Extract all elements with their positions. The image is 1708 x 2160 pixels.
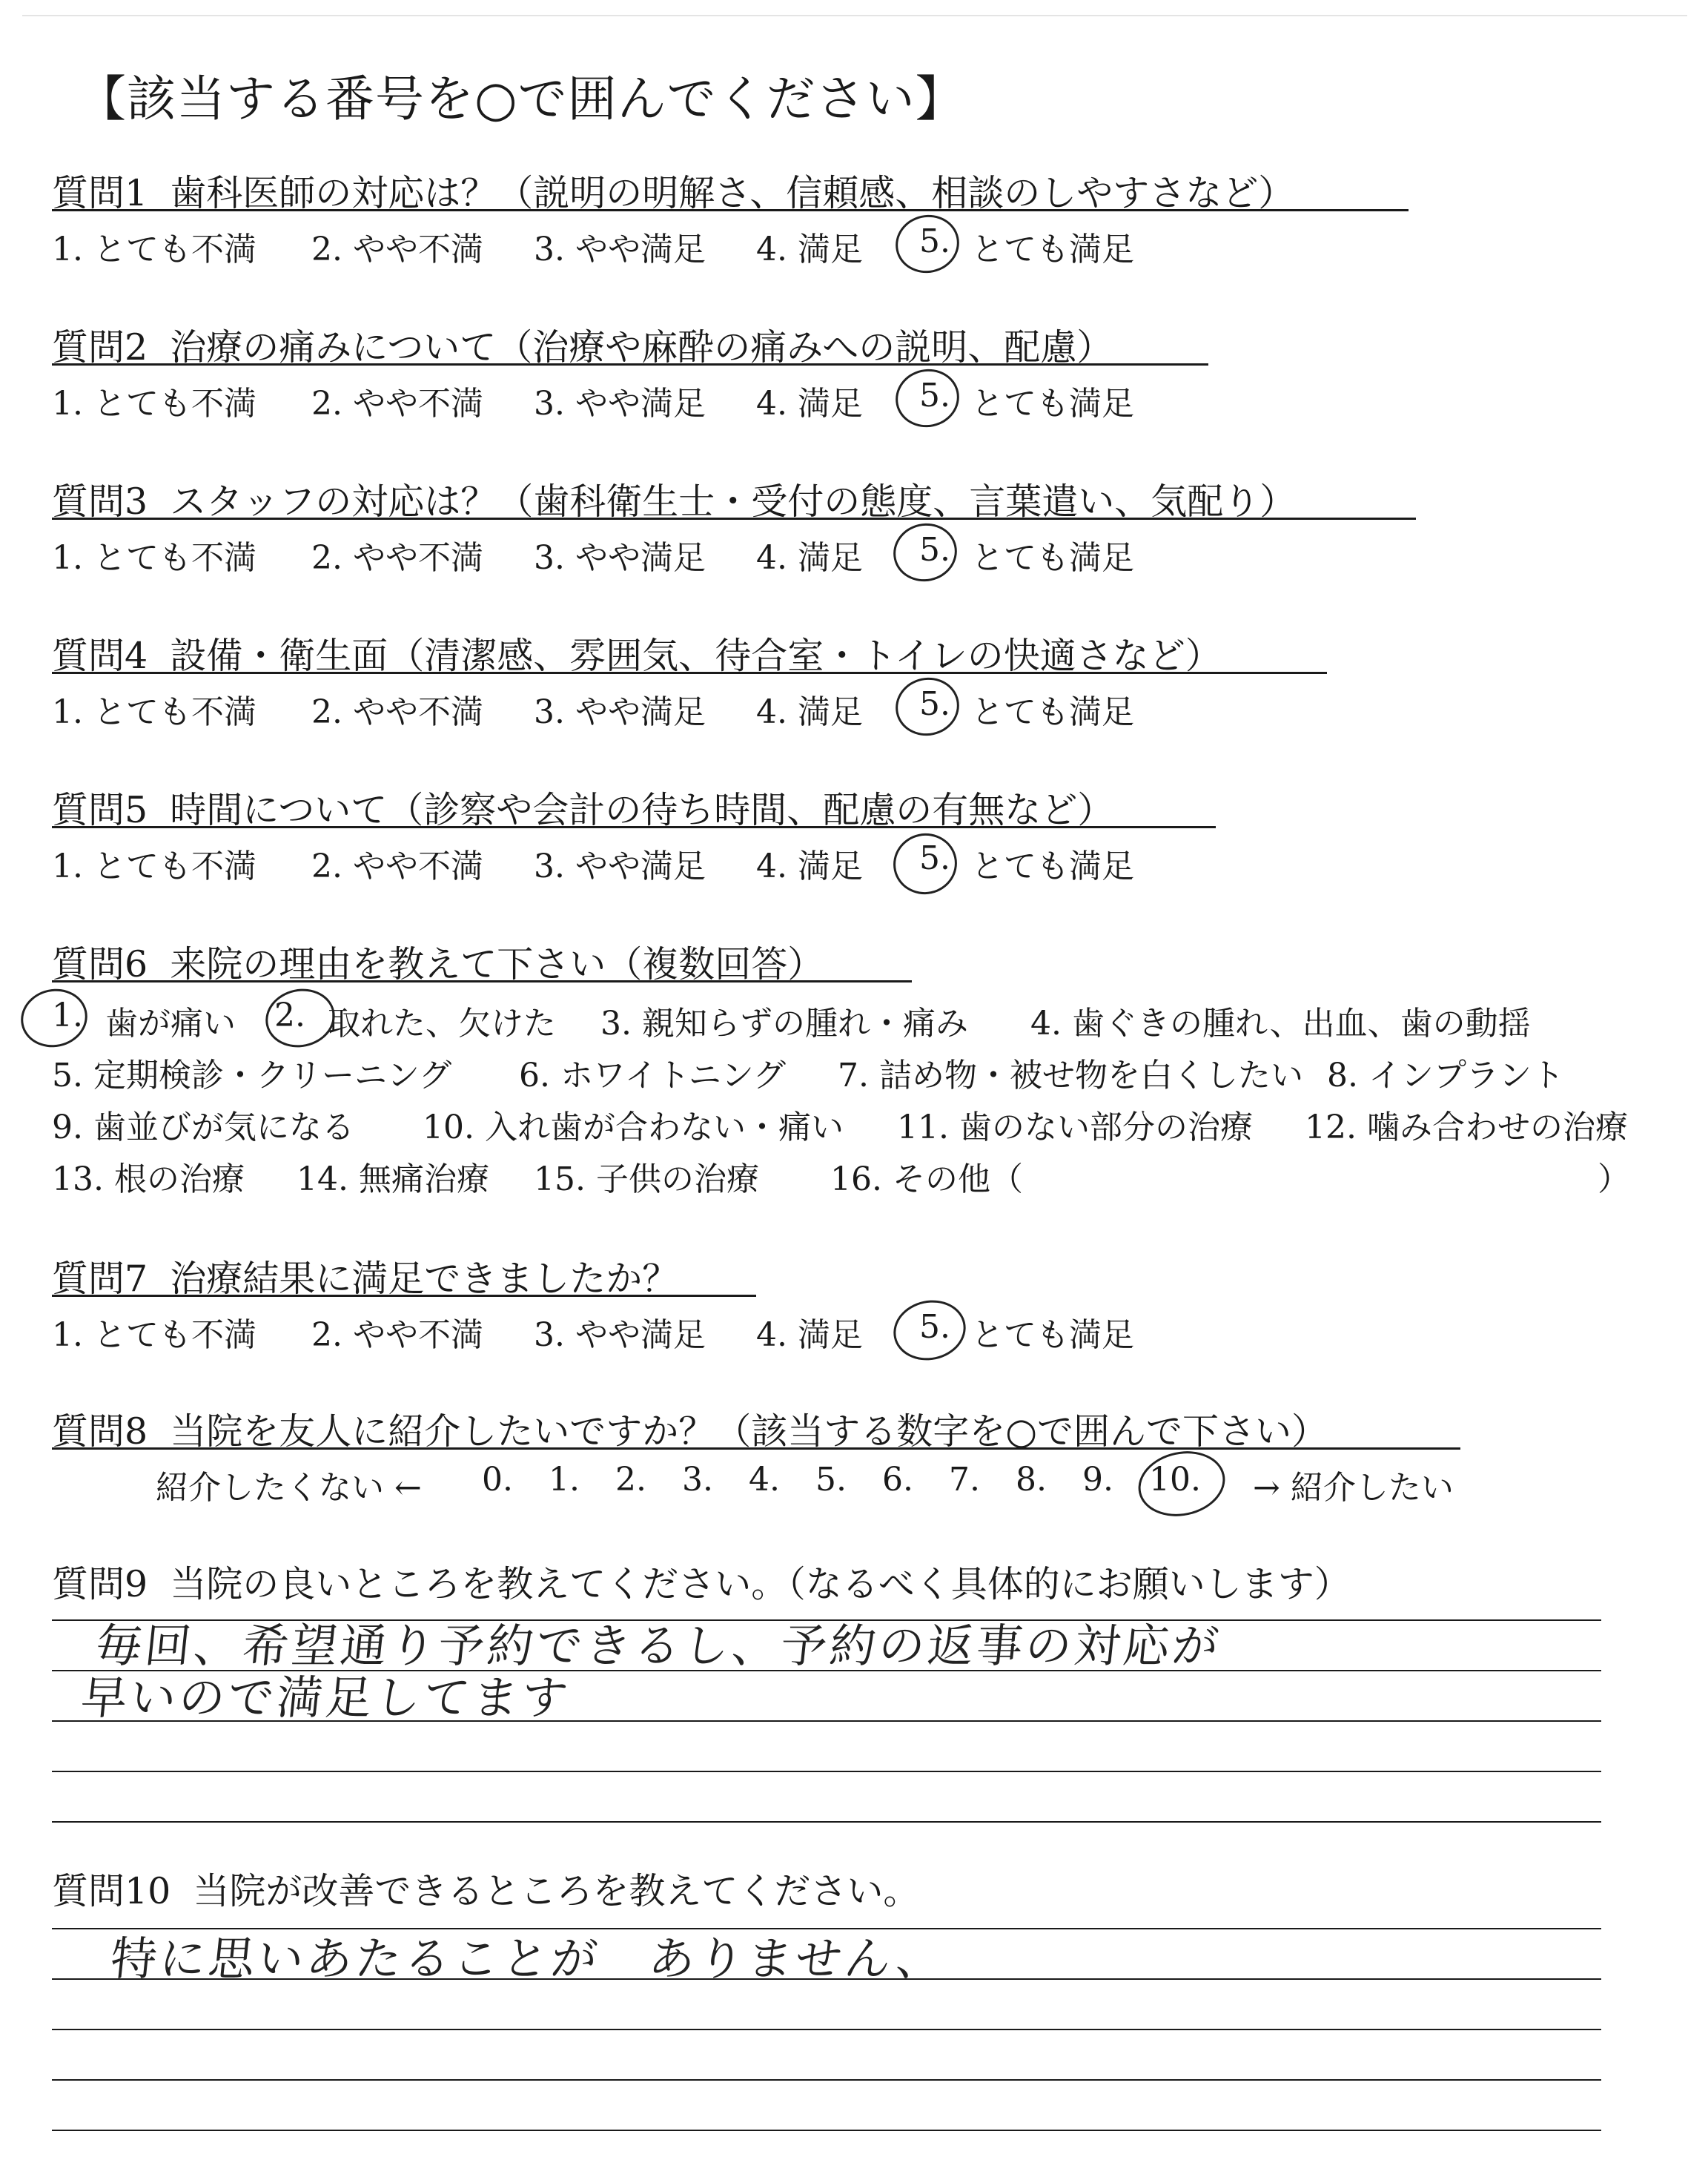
q3-selected-circle: [888, 518, 962, 587]
q6-reason-13[interactable]: 13. 根の治療: [52, 1160, 245, 1198]
q3-option-3[interactable]: 3. やや満足: [534, 539, 706, 577]
question-9: [52, 1556, 1351, 1608]
q2-selected-circle: [890, 363, 964, 433]
q8-option-3[interactable]: 3.: [682, 1461, 713, 1499]
q6-reason-11[interactable]: 11. 歯のない部分の治療: [897, 1109, 1253, 1146]
question-6-label: 質問6: [52, 943, 148, 985]
q1-option-2[interactable]: 2. やや不満: [311, 231, 483, 268]
q6-reason-4[interactable]: 4. 歯ぐきの腫れ、出血、歯の動揺: [1030, 1005, 1531, 1043]
q7-selected-circle: [888, 1294, 971, 1367]
question-3-label: 質問3: [52, 480, 148, 523]
question-5-underline: [52, 826, 1216, 828]
question-6-text: 来院の理由を教えて下さい（複数回答）: [170, 943, 824, 985]
q7-option-4[interactable]: 4. 満足: [756, 1316, 863, 1354]
question-7-label: 質問7: [52, 1258, 148, 1300]
q3-option-2[interactable]: 2. やや不満: [311, 539, 483, 577]
question-2-text: 治療の痛みについて（治療や麻酔の痛みへの説明、配慮）: [170, 326, 1113, 369]
q3-option-5[interactable]: 5.: [919, 531, 950, 569]
question-4-underline: [52, 672, 1327, 674]
q1-option-4[interactable]: 4. 満足: [756, 231, 863, 268]
q6-reason-9[interactable]: 9. 歯並びが気になる: [52, 1109, 354, 1146]
q6-reason-15[interactable]: 15. 子供の治療: [534, 1160, 759, 1198]
question-10: [52, 1863, 919, 1915]
q9-ruled-line-4: [52, 1771, 1601, 1772]
q6-reason-1-label: 歯が痛い: [105, 1005, 236, 1043]
q8-option-10[interactable]: 10.: [1149, 1461, 1201, 1499]
q3-option-4[interactable]: 4. 満足: [756, 539, 863, 577]
q2-option-5-label: とても満足: [971, 385, 1134, 423]
q8-option-4[interactable]: 4.: [749, 1461, 780, 1499]
q1-option-5[interactable]: 5.: [919, 222, 950, 260]
question-8-underline: [52, 1447, 1460, 1450]
question-1-text: 歯科医師の対応は？（説明の明解さ、信頼感、相談のしやすさなど）: [170, 172, 1295, 214]
q1-option-3[interactable]: 3. やや満足: [534, 231, 706, 268]
q7-option-3[interactable]: 3. やや満足: [534, 1316, 706, 1354]
q1-option-1[interactable]: 1. とても不満: [52, 231, 256, 268]
q8-option-2[interactable]: 2.: [615, 1461, 646, 1499]
q6-reason-2[interactable]: 2.: [274, 997, 305, 1034]
q10-ruled-line-5: [52, 2130, 1601, 2131]
q8-option-9[interactable]: 9.: [1082, 1461, 1113, 1499]
q10-ruled-line-4: [52, 2079, 1601, 2081]
q4-option-1[interactable]: 1. とても不満: [52, 693, 256, 731]
question-9-text: 当院の良いところを教えてください。（なるべく具体的にお願いします）: [170, 1563, 1351, 1605]
q8-option-7[interactable]: 7.: [949, 1461, 980, 1499]
q6-reason-6[interactable]: 6. ホワイトニング: [519, 1057, 787, 1094]
question-10-label: 質問10: [52, 1870, 171, 1912]
question-4-label: 質問4: [52, 635, 148, 677]
q4-selected-circle: [890, 672, 964, 742]
q3-option-1[interactable]: 1. とても不満: [52, 539, 256, 577]
q6-reason-16[interactable]: 16. その他（: [830, 1160, 1023, 1198]
q6-reason-14[interactable]: 14. 無痛治療: [297, 1160, 489, 1198]
q5-option-4[interactable]: 4. 満足: [756, 848, 863, 885]
question-7-underline: [52, 1295, 756, 1297]
q2-option-5[interactable]: 5.: [919, 377, 950, 415]
question-2-label: 質問2: [52, 326, 148, 369]
question-3-underline: [52, 518, 1416, 520]
q8-option-8[interactable]: 8.: [1016, 1461, 1047, 1499]
q4-option-4[interactable]: 4. 満足: [756, 693, 863, 731]
q1-selected-circle: [890, 209, 964, 279]
q4-option-3[interactable]: 3. やや満足: [534, 693, 706, 731]
question-1-label: 質問1: [52, 172, 148, 214]
q8-option-1[interactable]: 1.: [549, 1461, 580, 1499]
q8-left-label: 紹介したくない ←: [156, 1469, 422, 1507]
q8-option-5[interactable]: 5.: [815, 1461, 847, 1499]
q1-option-5-label: とても満足: [971, 231, 1134, 268]
question-5-label: 質問5: [52, 789, 148, 831]
question-8-text: 当院を友人に紹介したいですか？（該当する数字を○で囲んで下さい）: [170, 1410, 1328, 1453]
question-8-label: 質問8: [52, 1410, 148, 1453]
q10-answer-line-1: 特に思いあたることが ありません、: [107, 1932, 949, 1986]
q8-right-label: → 紹介したい: [1253, 1469, 1454, 1507]
q9-answer-line-1: 毎回、希望通り予約できるし、予約の返事の対応が: [93, 1619, 1225, 1673]
q3-option-5-label: とても満足: [971, 539, 1134, 577]
q2-option-4[interactable]: 4. 満足: [756, 385, 863, 423]
q6-reason-5[interactable]: 5. 定期検診・クリーニング: [52, 1057, 452, 1094]
q6-reason-16-close: ）: [1598, 1160, 1630, 1198]
q9-answer-line-2: 早いので満足してます: [78, 1671, 574, 1725]
question-5-text: 時間について（診察や会計の待ち時間、配慮の有無など）: [170, 789, 1114, 831]
q9-ruled-line-5: [52, 1821, 1601, 1823]
q6-reason-3[interactable]: 3. 親知らずの腫れ・痛み: [600, 1005, 968, 1043]
q5-option-1[interactable]: 1. とても不満: [52, 848, 256, 885]
q2-option-2[interactable]: 2. やや不満: [311, 385, 483, 423]
q5-option-5[interactable]: 5.: [919, 839, 950, 877]
q5-option-2[interactable]: 2. やや不満: [311, 848, 483, 885]
q5-option-3[interactable]: 3. やや満足: [534, 848, 706, 885]
question-10-text: 当院が改善できるところを教えてください。: [193, 1870, 920, 1912]
q2-option-1[interactable]: 1. とても不満: [52, 385, 256, 423]
question-7-text: 治療結果に満足できましたか？: [170, 1258, 679, 1300]
q7-option-2[interactable]: 2. やや不満: [311, 1316, 483, 1354]
question-1-underline: [52, 209, 1409, 211]
q5-selected-circle: [887, 828, 962, 900]
form-heading: 【該当する番号を○で囲んでください】: [77, 70, 965, 128]
q5-option-5-label: とても満足: [971, 848, 1134, 885]
q6-reason-12[interactable]: 12. 噛み合わせの治療: [1305, 1109, 1628, 1146]
q2-option-3[interactable]: 3. やや満足: [534, 385, 706, 423]
q4-option-5[interactable]: 5.: [919, 685, 950, 723]
question-3-text: スタッフの対応は？（歯科衛生士・受付の態度、言葉遣い、気配り）: [170, 480, 1297, 523]
q6-reason-1-circle: [16, 982, 93, 1053]
q6-reason-8[interactable]: 8. インプラント: [1327, 1057, 1564, 1094]
question-9-label: 質問9: [52, 1563, 148, 1605]
q8-selected-circle: [1132, 1444, 1231, 1525]
question-2-underline: [52, 363, 1208, 366]
q6-reason-1[interactable]: 1.: [52, 997, 83, 1034]
q10-ruled-line-3: [52, 2029, 1601, 2030]
q6-reason-10[interactable]: 10. 入れ歯が合わない・痛い: [423, 1109, 844, 1146]
page-edge: [22, 15, 1687, 16]
question-4-text: 設備・衛生面（清潔感、雰囲気、待合室・トイレの快適さなど）: [170, 635, 1222, 677]
q6-reason-2-label: 取れた、欠けた: [328, 1005, 556, 1043]
q4-option-5-label: とても満足: [971, 693, 1134, 731]
q8-option-0[interactable]: 0.: [482, 1461, 513, 1499]
q8-option-6[interactable]: 6.: [882, 1461, 913, 1499]
q6-reason-7[interactable]: 7. 詰め物・被せ物を白くしたい: [838, 1057, 1303, 1094]
q7-option-5[interactable]: 5.: [919, 1308, 950, 1346]
q4-option-2[interactable]: 2. やや不満: [311, 693, 483, 731]
q7-option-5-label: とても満足: [971, 1316, 1134, 1354]
question-6-underline: [52, 980, 912, 982]
q7-option-1[interactable]: 1. とても不満: [52, 1316, 256, 1354]
